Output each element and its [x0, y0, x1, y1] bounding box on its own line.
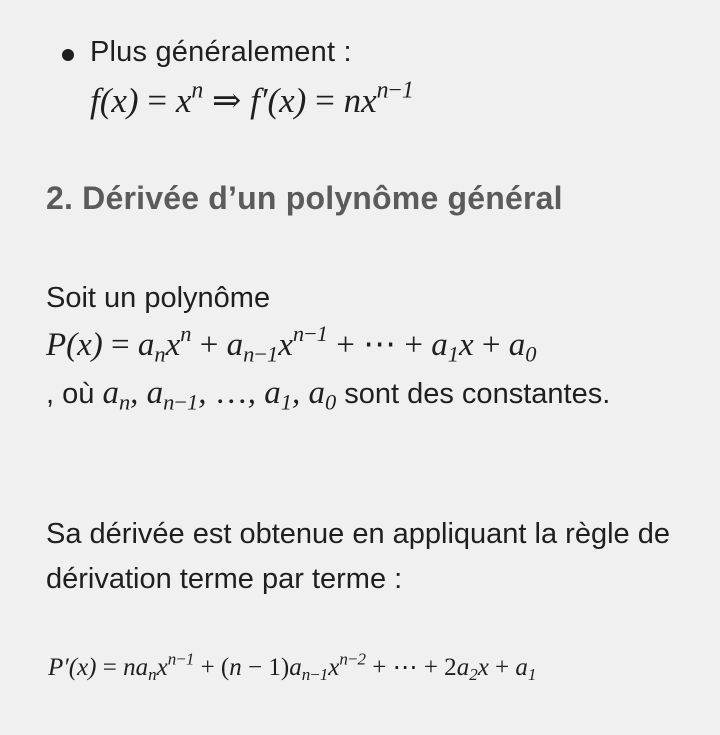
where-prefix: , où: [46, 378, 95, 410]
polynomial-paragraph: [46, 276, 696, 417]
bullet-dot: [62, 49, 74, 61]
bullet-text: Plus généralement :: [90, 36, 352, 68]
section-heading: 2. Dérivée d’un polynôme général: [46, 180, 563, 216]
bullet-item: [58, 30, 698, 124]
formula-derivative: $P'(x) = na_nx^{n-1} + (n - 1)a_{n-1}x^{n-2}$ + ⋯ + $2a_2x + a_1$: [48, 649, 537, 684]
derivative-paragraph: Sa dérivée est obtenue en appliquant la règle de dérivation terme par terme :: [46, 518, 670, 595]
formula-constants: $a_n$, $a_{n-1}$, …, $a_1$, $a_0$: [102, 375, 337, 415]
formula-power-rule: $f(x) = x^n$ ⇒ $f'(x) = nx^{n-1}$: [90, 77, 414, 120]
polynomial-intro: Soit un polynôme: [46, 282, 271, 314]
where-suffix: sont des constantes.: [344, 378, 611, 410]
formula-polynomial: $P(x) = a_nx^n + a_{n-1}x^{n-1}$ + ⋯ + $a_1x + a_0$: [46, 321, 537, 367]
